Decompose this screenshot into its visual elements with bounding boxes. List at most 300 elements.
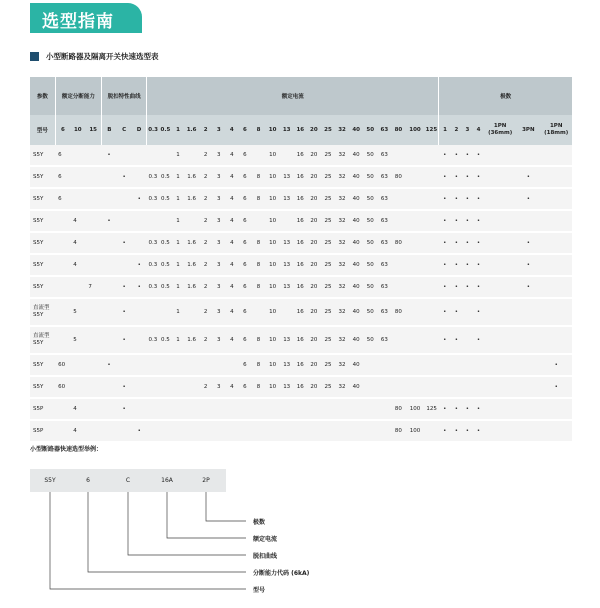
example-code-poles: 2P <box>186 469 226 492</box>
table-cell: 6 <box>55 188 70 210</box>
table-cell: 50 <box>363 254 377 276</box>
table-cell: 13 <box>280 376 294 398</box>
table-cell: 2 <box>199 254 212 276</box>
table-cell: 0.3 <box>147 326 159 354</box>
table-cell: • <box>102 145 117 166</box>
table-cell: 32 <box>335 276 349 298</box>
table-cell: 13 <box>280 354 294 376</box>
table-cell: 50 <box>363 145 377 166</box>
table-cell: • <box>117 376 132 398</box>
table-cell: 60 <box>55 376 70 398</box>
table-cell: 40 <box>349 166 363 188</box>
col-header: 80 <box>391 115 405 145</box>
table-cell: 8 <box>251 376 265 398</box>
table-cell: 32 <box>335 232 349 254</box>
table-cell: • <box>451 420 462 442</box>
table-cell: 16 <box>294 376 307 398</box>
col-header: 40 <box>349 115 363 145</box>
table-cell: 13 <box>280 188 294 210</box>
label-trip-curve: 脱扣曲线 <box>253 553 278 560</box>
table-cell: 32 <box>335 298 349 326</box>
table-cell: 10 <box>266 210 280 232</box>
table-cell: 25 <box>321 298 335 326</box>
table-cell: • <box>117 166 132 188</box>
table-cell: 25 <box>321 145 335 166</box>
table-cell: 8 <box>251 166 265 188</box>
table-cell: 3 <box>212 276 225 298</box>
table-cell: 2 <box>199 232 212 254</box>
example-code-breaking: 6 <box>68 469 108 492</box>
table-cell: 8 <box>251 232 265 254</box>
table-cell: • <box>451 166 462 188</box>
table-cell: 32 <box>335 354 349 376</box>
table-cell: 8 <box>251 276 265 298</box>
table-cell: 2 <box>199 188 212 210</box>
table-cell: 4 <box>225 145 238 166</box>
table-cell: 40 <box>349 232 363 254</box>
table-cell: 63 <box>377 326 391 354</box>
table-cell: 80 <box>391 166 405 188</box>
table-cell: 20 <box>307 145 321 166</box>
table-cell: • <box>462 145 473 166</box>
table-cell: • <box>132 188 147 210</box>
table-cell: 3 <box>212 326 225 354</box>
table-cell: 1.6 <box>184 232 199 254</box>
table-cell: 16 <box>294 354 307 376</box>
table-cell: 25 <box>321 326 335 354</box>
table-cell: 0.5 <box>159 166 172 188</box>
table-cell: 80 <box>391 420 405 442</box>
col-header: 4 <box>473 115 484 145</box>
table-cell: • <box>117 398 132 420</box>
table-cell: 3 <box>212 376 225 398</box>
table-cell: 50 <box>363 210 377 232</box>
table-cell: 8 <box>251 354 265 376</box>
table-cell: 20 <box>307 210 321 232</box>
table-cell: 2 <box>199 298 212 326</box>
table-cell: • <box>439 188 451 210</box>
table-cell: 25 <box>321 376 335 398</box>
table-cell: 3 <box>212 298 225 326</box>
table-cell: • <box>439 298 451 326</box>
table-cell: 25 <box>321 188 335 210</box>
table-cell: 0.5 <box>159 188 172 210</box>
label-model: 型号 <box>253 587 266 594</box>
table-cell: 6 <box>238 254 251 276</box>
col-header: 型号 <box>30 115 55 145</box>
table-cell: 63 <box>377 232 391 254</box>
table-cell: 10 <box>266 166 280 188</box>
table-cell: • <box>473 326 484 354</box>
table-cell: 3 <box>212 166 225 188</box>
label-poles: 极数 <box>253 519 266 526</box>
table-cell: • <box>451 210 462 232</box>
table-cell: 13 <box>280 276 294 298</box>
table-cell: • <box>117 298 132 326</box>
table-cell: • <box>117 326 132 354</box>
col-header: 1 <box>439 115 451 145</box>
table-cell: 40 <box>349 276 363 298</box>
breaking-capacity-header: 额定分断能力 <box>55 77 101 115</box>
table-cell: 63 <box>377 298 391 326</box>
table-cell: • <box>451 232 462 254</box>
table-cell: 0.3 <box>147 254 159 276</box>
col-header: 1PN (36mm) <box>484 115 516 145</box>
table-cell: 25 <box>321 166 335 188</box>
table-cell: 3 <box>212 254 225 276</box>
table-cell: 40 <box>349 145 363 166</box>
table-cell: 50 <box>363 166 377 188</box>
table-cell: 10 <box>266 188 280 210</box>
table-cell: 1.6 <box>184 166 199 188</box>
table-cell: 4 <box>70 254 85 276</box>
table-cell: 1.6 <box>184 276 199 298</box>
table-cell: • <box>473 210 484 232</box>
table-cell: • <box>516 188 540 210</box>
table-cell: • <box>439 420 451 442</box>
table-cell: 6 <box>238 376 251 398</box>
col-header: 50 <box>363 115 377 145</box>
table-cell: • <box>451 298 462 326</box>
table-cell: 50 <box>363 326 377 354</box>
table-cell: 80 <box>391 398 405 420</box>
table-cell: 1 <box>172 188 184 210</box>
model-cell: S5Y <box>30 166 55 188</box>
table-cell: • <box>473 420 484 442</box>
table-cell: • <box>473 298 484 326</box>
col-header: 6 <box>55 115 70 145</box>
table-cell: 4 <box>70 398 85 420</box>
table-cell: 32 <box>335 145 349 166</box>
table-cell: 50 <box>363 188 377 210</box>
table-cell: • <box>439 145 451 166</box>
table-cell: 50 <box>363 276 377 298</box>
table-cell: • <box>473 232 484 254</box>
model-cell: S5P <box>30 398 55 420</box>
param-header: 参数 <box>30 77 55 115</box>
col-header: 4 <box>225 115 238 145</box>
table-cell: • <box>516 232 540 254</box>
table-cell: 8 <box>251 188 265 210</box>
model-cell: S5P <box>30 420 55 442</box>
table-cell: 40 <box>349 210 363 232</box>
col-header: 0.3 <box>147 115 159 145</box>
col-header: 100 <box>405 115 424 145</box>
table-cell: • <box>117 276 132 298</box>
table-cell: • <box>516 276 540 298</box>
table-cell: 2 <box>199 376 212 398</box>
col-header: 25 <box>321 115 335 145</box>
model-cell: 直流型 S5Y <box>30 298 55 326</box>
table-cell: 40 <box>349 298 363 326</box>
table-cell: 10 <box>266 326 280 354</box>
table-cell: 20 <box>307 326 321 354</box>
table-cell: 100 <box>405 398 424 420</box>
table-cell: 6 <box>55 166 70 188</box>
table-cell: 3 <box>212 145 225 166</box>
table-cell: 1 <box>172 145 184 166</box>
section-title: 小型断路器及隔离开关快速选型表 <box>46 51 159 61</box>
col-header: 125 <box>425 115 439 145</box>
table-cell: • <box>451 188 462 210</box>
table-cell: 16 <box>294 188 307 210</box>
table-cell: 7 <box>85 276 101 298</box>
table-cell: 25 <box>321 232 335 254</box>
table-cell: 6 <box>238 354 251 376</box>
table-cell: 63 <box>377 166 391 188</box>
table-cell: 1 <box>172 166 184 188</box>
col-header: 1PN (18mm) <box>540 115 572 145</box>
table-cell: 4 <box>225 188 238 210</box>
table-cell: 13 <box>280 166 294 188</box>
table-cell: 13 <box>280 326 294 354</box>
table-cell: 63 <box>377 276 391 298</box>
table-cell: 32 <box>335 188 349 210</box>
table-cell: • <box>473 145 484 166</box>
model-cell: S5Y <box>30 210 55 232</box>
table-cell: 13 <box>280 254 294 276</box>
table-cell: 10 <box>266 376 280 398</box>
col-header: D <box>132 115 147 145</box>
col-header: 3 <box>462 115 473 145</box>
example-code-model: S5Y <box>30 469 70 492</box>
table-cell: • <box>117 232 132 254</box>
table-cell: 10 <box>266 232 280 254</box>
col-header: B <box>102 115 117 145</box>
table-cell: • <box>451 145 462 166</box>
table-cell: 20 <box>307 354 321 376</box>
table-cell: 20 <box>307 376 321 398</box>
table-cell: 1 <box>172 276 184 298</box>
table-cell: • <box>462 398 473 420</box>
table-cell: 50 <box>363 232 377 254</box>
table-cell: 25 <box>321 210 335 232</box>
table-cell: 25 <box>321 354 335 376</box>
col-header: 63 <box>377 115 391 145</box>
model-cell: S5Y <box>30 376 55 398</box>
trip-curve-header: 脱扣特性曲线 <box>102 77 147 115</box>
table-cell: 32 <box>335 254 349 276</box>
table-cell: 0.5 <box>159 232 172 254</box>
table-cell: 16 <box>294 326 307 354</box>
table-cell: • <box>462 276 473 298</box>
table-cell: 20 <box>307 188 321 210</box>
table-cell: • <box>451 254 462 276</box>
col-header: 1.6 <box>184 115 199 145</box>
col-header: 8 <box>251 115 265 145</box>
col-header: 3 <box>212 115 225 145</box>
table-cell: 16 <box>294 298 307 326</box>
table-cell: 6 <box>55 145 70 166</box>
table-cell: • <box>462 232 473 254</box>
example-title: 小型断路器快速选型举例： <box>30 446 103 453</box>
col-header: 2 <box>199 115 212 145</box>
model-cell: S5Y <box>30 188 55 210</box>
table-cell: 2 <box>199 210 212 232</box>
col-header: C <box>117 115 132 145</box>
table-cell: • <box>462 254 473 276</box>
table-cell: 0.3 <box>147 276 159 298</box>
col-header: 0.5 <box>159 115 172 145</box>
table-cell: 40 <box>349 376 363 398</box>
table-cell: • <box>102 354 117 376</box>
table-cell: • <box>439 232 451 254</box>
table-cell: • <box>102 210 117 232</box>
table-cell: • <box>462 166 473 188</box>
table-cell: 100 <box>405 420 424 442</box>
table-cell: 10 <box>266 254 280 276</box>
table-cell: 8 <box>251 326 265 354</box>
col-header: 13 <box>280 115 294 145</box>
table-cell: 0.5 <box>159 326 172 354</box>
table-cell: 32 <box>335 210 349 232</box>
table-cell: 16 <box>294 254 307 276</box>
example-code-current: 16A <box>147 469 187 492</box>
table-cell: 40 <box>349 254 363 276</box>
table-cell: • <box>516 166 540 188</box>
table-cell: 80 <box>391 232 405 254</box>
label-breaking-code: 分断能力代码 (6kA) <box>253 570 310 577</box>
table-cell: • <box>451 326 462 354</box>
table-cell: 3 <box>212 210 225 232</box>
table-cell: 10 <box>266 145 280 166</box>
table-cell: 6 <box>238 326 251 354</box>
model-cell: S5Y <box>30 254 55 276</box>
table-cell: 0.3 <box>147 232 159 254</box>
table-cell: 4 <box>225 326 238 354</box>
poles-header: 极数 <box>439 77 572 115</box>
table-cell: 1 <box>172 298 184 326</box>
table-cell: 0.5 <box>159 276 172 298</box>
table-cell: 1 <box>172 254 184 276</box>
table-cell: 6 <box>238 298 251 326</box>
table-cell: 6 <box>238 145 251 166</box>
table-cell: 1 <box>172 210 184 232</box>
table-cell: 2 <box>199 166 212 188</box>
table-cell: 4 <box>225 298 238 326</box>
table-cell: 5 <box>70 298 85 326</box>
table-cell: 20 <box>307 298 321 326</box>
example-code-curve: C <box>108 469 148 492</box>
table-cell: 3 <box>212 232 225 254</box>
table-cell: • <box>439 326 451 354</box>
table-cell: 6 <box>238 232 251 254</box>
table-cell: • <box>439 398 451 420</box>
table-cell: 20 <box>307 166 321 188</box>
table-cell: 25 <box>321 276 335 298</box>
table-cell: 4 <box>70 210 85 232</box>
table-cell: 1 <box>172 326 184 354</box>
table-cell: 63 <box>377 145 391 166</box>
table-cell: 6 <box>238 276 251 298</box>
table-cell: 16 <box>294 276 307 298</box>
table-cell: 1.6 <box>184 326 199 354</box>
col-header: 1 <box>172 115 184 145</box>
table-cell: 2 <box>199 145 212 166</box>
rated-current-header: 额定电流 <box>147 77 439 115</box>
table-cell: • <box>473 398 484 420</box>
model-cell: S5Y <box>30 145 55 166</box>
table-cell: 1 <box>172 232 184 254</box>
table-cell: 4 <box>225 166 238 188</box>
table-cell: 6 <box>238 166 251 188</box>
col-header: 3PN <box>516 115 540 145</box>
table-cell: 16 <box>294 166 307 188</box>
table-cell: • <box>516 254 540 276</box>
col-header: 10 <box>70 115 85 145</box>
table-cell: 4 <box>225 376 238 398</box>
table-cell: • <box>439 210 451 232</box>
table-cell: • <box>439 166 451 188</box>
table-cell: • <box>451 276 462 298</box>
table-cell: 10 <box>266 298 280 326</box>
table-cell: 63 <box>377 254 391 276</box>
table-cell: • <box>462 188 473 210</box>
col-header: 10 <box>266 115 280 145</box>
table-cell: • <box>132 254 147 276</box>
table-cell: • <box>462 210 473 232</box>
table-cell: • <box>540 376 572 398</box>
table-cell: 2 <box>199 326 212 354</box>
col-header: 16 <box>294 115 307 145</box>
table-cell: 0.3 <box>147 188 159 210</box>
table-cell: 63 <box>377 210 391 232</box>
table-cell: 13 <box>280 232 294 254</box>
table-cell: 32 <box>335 376 349 398</box>
banner-title: 选型指南 <box>42 12 114 32</box>
table-cell: 4 <box>225 210 238 232</box>
table-cell: 4 <box>225 232 238 254</box>
table-cell: • <box>132 276 147 298</box>
table-cell: 10 <box>266 354 280 376</box>
table-cell: 6 <box>238 188 251 210</box>
table-cell: • <box>473 166 484 188</box>
table-cell: 16 <box>294 145 307 166</box>
table-cell: 16 <box>294 232 307 254</box>
table-cell: 0.3 <box>147 166 159 188</box>
table-cell: • <box>462 420 473 442</box>
table-cell: 4 <box>70 420 85 442</box>
label-rated-current: 额定电流 <box>253 536 278 543</box>
col-header: 2 <box>451 115 462 145</box>
table-cell: 63 <box>377 188 391 210</box>
table-cell: 5 <box>70 326 85 354</box>
model-cell: S5Y <box>30 276 55 298</box>
table-cell: 0.5 <box>159 254 172 276</box>
table-cell: 4 <box>225 254 238 276</box>
table-cell: • <box>132 420 147 442</box>
table-cell: 2 <box>199 276 212 298</box>
table-cell: 50 <box>363 298 377 326</box>
table-cell: 80 <box>391 298 405 326</box>
table-cell: 3 <box>212 188 225 210</box>
table-cell: 40 <box>349 326 363 354</box>
table-cell: 20 <box>307 276 321 298</box>
table-cell: • <box>451 398 462 420</box>
table-cell: 10 <box>266 276 280 298</box>
col-header: 15 <box>85 115 101 145</box>
table-cell: 6 <box>238 210 251 232</box>
table-cell: 32 <box>335 326 349 354</box>
table-cell: 125 <box>425 398 439 420</box>
col-header: 20 <box>307 115 321 145</box>
table-cell: 20 <box>307 254 321 276</box>
table-cell: 4 <box>225 276 238 298</box>
table-cell: 16 <box>294 210 307 232</box>
table-cell: • <box>473 188 484 210</box>
table-cell: 60 <box>55 354 70 376</box>
table-cell: 4 <box>70 232 85 254</box>
